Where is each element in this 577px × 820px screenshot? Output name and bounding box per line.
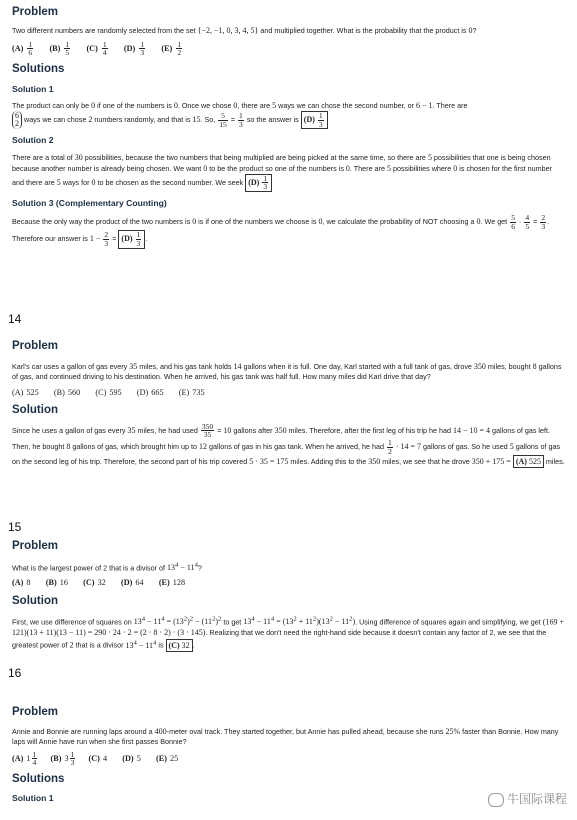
solutions-heading: Solutions xyxy=(12,63,65,76)
problem-heading: Problem xyxy=(12,706,59,718)
section-14 xyxy=(12,340,565,468)
section-15 xyxy=(12,540,565,652)
problem-heading: Problem xyxy=(12,6,59,18)
problem-text: Two different numbers are randomly selected from the set {−2, −1, 0, 3, 4, 5} and multiplied together. What is the probability that the product is 0? xyxy=(12,25,477,35)
solution-2-text: There are a total of 30 possibilities, because the two numbers that being multiplied are being picked at the same time, so there are 5 possibilities that one is being chosen because another number is already being chosen. We want 0 to be the product so one of the numbers is 0. There are 5 possibilities where 0 is chosen for the first number and there are 5 ways for 0 to be chosen as the second number. We seek (D) $\frac{1}{3}$ xyxy=(12,152,552,192)
answer-choices: (A) 525 (B) 560 (C) 595 (D) 665 (E) 735 xyxy=(12,387,205,397)
answer-choices: (A) 1 $\frac{1}{4}$ (B) 3 $\frac{1}{3}$ (C) 4 (D) 5 (E) 25 xyxy=(12,749,179,768)
solution-1-heading: Solution 1 xyxy=(12,83,54,94)
solutions-heading: Solutions xyxy=(12,772,65,785)
problem-number-15: 15 xyxy=(8,520,22,534)
section-13 xyxy=(12,6,565,249)
watermark: 牛国际课程 xyxy=(488,791,567,808)
solution-1-heading: Solution 1 xyxy=(12,792,54,803)
answer-box: (D) $\frac{1}{3}$ xyxy=(118,230,145,248)
solution-3-heading: Solution 3 (Complementary Counting) xyxy=(12,197,167,208)
answer-choices: (A) $\frac{1}{6}$ (B) $\frac{1}{5}$ (C) $\frac{1}{4}$ (D) $\frac{1}{3}$ (E) $\frac{1}{2}$ xyxy=(12,39,182,58)
solution-1-text: The product can only be 0 if one of the numbers is 0. Once we chose 0, there are 5 ways we can chose the second number, or 6 − 1. There are 6 2 ways we can chose 2 numbers randomly, and that is 15. So, $\frac{5}{15}$ = $\frac{1}{3}$ so the answer is (D) $\frac{1}{3}$ xyxy=(12,101,468,129)
problem-heading: Problem xyxy=(12,540,59,552)
problem-number-16: 16 xyxy=(8,666,22,680)
problem-text: Annie and Bonnie are running laps around a 400-meter oval track. They started together, but Annie has pulled ahead, because she runs 25% faster than Bonnie. How many laps will Annie have run when she first passes Bonnie? xyxy=(12,726,559,746)
binomial: 6 2 xyxy=(12,111,22,129)
solution-heading: Solution xyxy=(12,404,58,417)
problem-number-14: 14 xyxy=(8,312,22,326)
answer-choices: (A) 8 (B) 16 (C) 32 (D) 64 (E) 128 xyxy=(12,578,186,588)
solution-text: Since he uses a gallon of gas every 35 miles, he had used $\frac{350}{35}$ = 10 gallons after 350 miles. Therefore, after the first leg of his trip he had 14 − 10 = 4 gallons of gas left. Then, he bought 8 gallons of gas, which brought him up to 12 gallons of gas in his gas tank. When he arrived, he had $\frac{1}{2}$ · 14 = 7 gallons of gas. So he used 5 gallons of gas on the second leg of his trip. Therefore, the second part of his trip covered 5 · 35 = 175 miles. Adding this to the 350 miles, we see that he drove 350 + 175 = (A) 525 miles. xyxy=(12,423,565,468)
problem-heading: Problem xyxy=(12,340,59,352)
wechat-icon xyxy=(488,793,504,807)
problem-text: Karl's car uses a gallon of gas every 35 miles, and his gas tank holds 14 gallons when it is full. One day, Karl started with a full tank of gas, drove 350 miles, bought 8 gallons of gas, and continued driving to his destination. When he arrived, his gas tank was half full. How many miles did Karl drive that day? xyxy=(12,361,562,381)
answer-box: (D) $\frac{1}{3}$ xyxy=(245,174,272,192)
solution-3-text: Because the only way the product of the two numbers is 0 is if one of the numbers we choose is 0, we calculate the probability of NOT choosing a 0. We get $\frac{5}{6}$ · $\frac{4}{5}$ = $\frac{2}{3}$ . Therefore our answer is 1 − $\frac{2}{3}$ = (D) $\frac{1}{3}$ . xyxy=(12,213,550,248)
answer-box: (A) 525 xyxy=(513,455,544,468)
solution-2-heading: Solution 2 xyxy=(12,135,54,146)
section-16 xyxy=(12,706,565,803)
problem-text: What is the largest power of 2 that is a divisor of $13^4 - 11^4$? xyxy=(12,561,202,573)
solution-heading: Solution xyxy=(12,594,58,607)
answer-box: (D) $\frac{1}{3}$ xyxy=(301,111,328,129)
answer-box: (C) 32 xyxy=(166,639,193,652)
solution-text: First, we use difference of squares on $13^4 - 11^4 = (13^2)^2 - (11^2)^2$ to get $13^4 - 11^4 = (13^2 + 11^2)(13^2 - 11^2)$. Using difference of squares again and simplifying, we get (169 + 121)(13 + 11)(13 − 11) = 290 · 24 · 2 = (2 · 8 · 2) · (3 · 145). Realizing that we don't need the right-hand side because it doesn't contain any factor of 2, we see that the greatest power of 2 that is a divisor $13^4 - 11^4$ is (C) 32 . xyxy=(12,615,565,652)
